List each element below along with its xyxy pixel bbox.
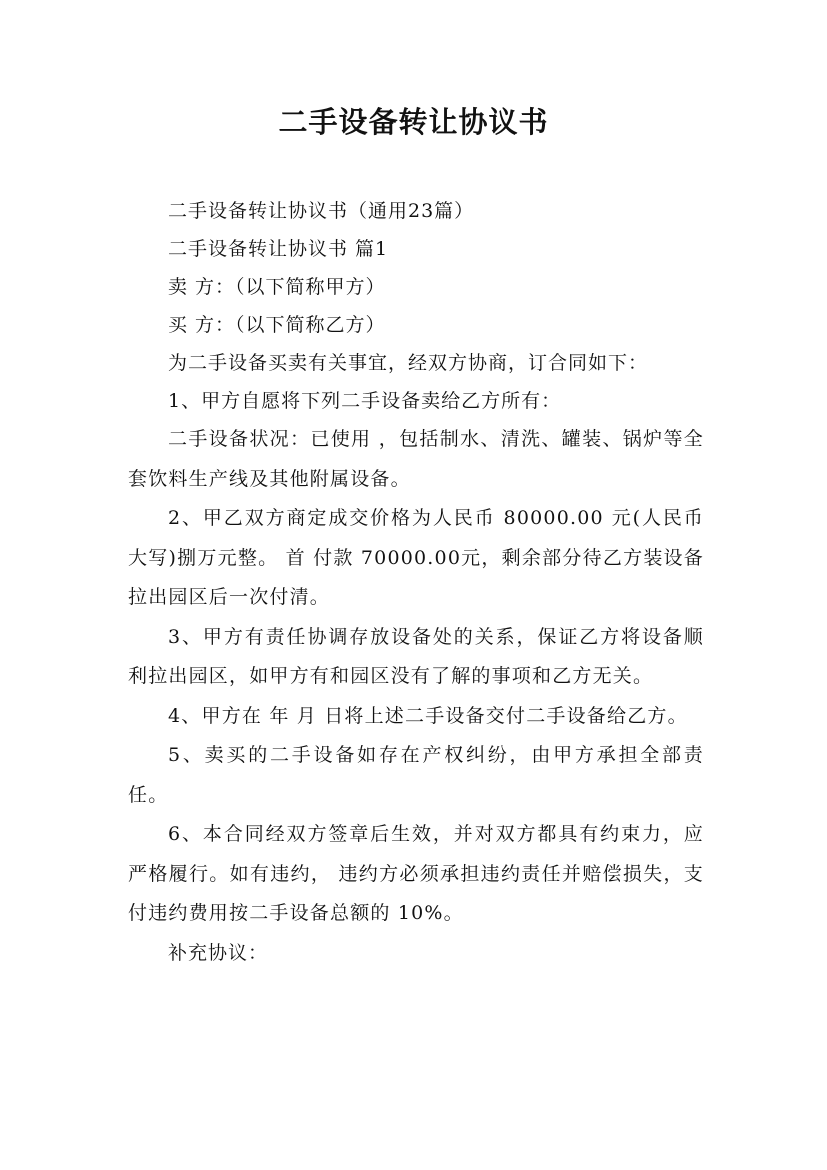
paragraph-buyer: 买 方：（以下简称乙方）: [168, 314, 386, 336]
paragraph-clause-2: 2、甲乙双方商定成交价格为人民币 80000.00 元(人民币大写)捌万元整。 首 付款 70000.00元，剩余部分待乙方装设备拉出园区后一次付清。: [128, 507, 704, 608]
paragraph-equipment-status: 二手设备状况：已使用 ，包括制水、清洗、罐装、锅炉等全套饮料生产线及其他附属设备。: [128, 428, 704, 490]
paragraph-subtitle: 二手设备转让协议书（通用23篇）: [168, 200, 475, 222]
paragraph-clause-6: 6、本合同经双方签章后生效，并对双方都具有约束力，应严格履行。如有违约， 违约方必须承担违约责任并赔偿损失，支付违约费用按二手设备总额的 10%。: [128, 823, 704, 924]
paragraph-clause-5: 5、卖买的二手设备如存在产权纠纷，由甲方承担全部责任。: [128, 744, 704, 806]
document-title: 二手设备转让协议书: [278, 105, 549, 139]
document-body: [128, 192, 704, 972]
paragraph-clause-4: 4、甲方在 年 月 日将上述二手设备交付二手设备给乙方。: [168, 704, 688, 727]
paragraph-supplement: 补充协议：: [168, 941, 269, 964]
paragraph-clause-1: 1、甲方自愿将下列二手设备卖给乙方所有：: [168, 390, 562, 412]
paragraph-section-heading: 二手设备转让协议书 篇1: [168, 238, 389, 260]
paragraph-intro: 为二手设备买卖有关事宜，经双方协商，订合同如下：: [168, 352, 649, 374]
paragraph-seller: 卖 方：（以下简称甲方）: [168, 276, 386, 298]
paragraph-clause-3: 3、甲方有责任协调存放设备处的关系，保证乙方将设备顺利拉出园区，如甲方有和园区没有了解的事项和乙方无关。: [128, 625, 704, 687]
